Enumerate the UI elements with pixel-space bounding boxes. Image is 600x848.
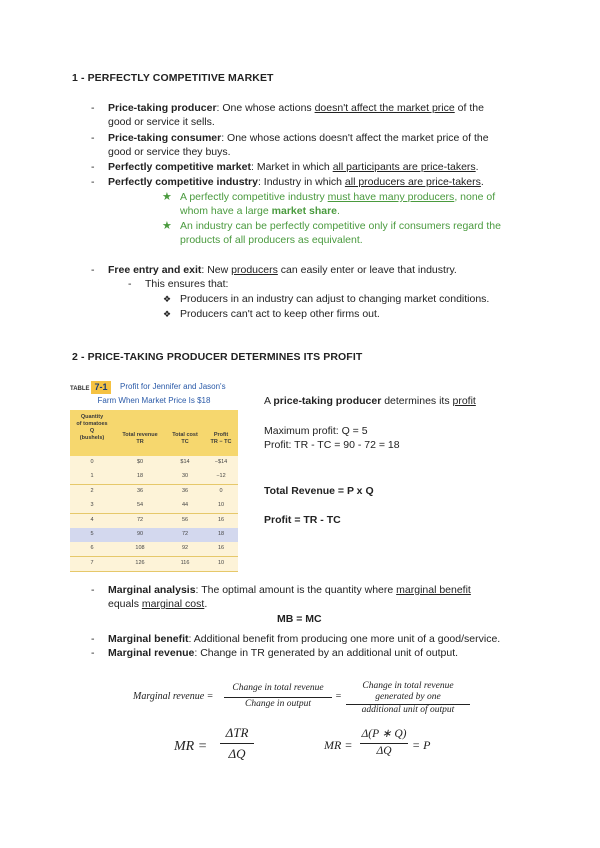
table-cell: 92 (181, 545, 189, 552)
definition-marginal-benefit: Marginal benefit: Additional benefit from producing one more unit of a good/service. (108, 633, 501, 645)
table-cell: −$14 (214, 459, 228, 465)
profit-calc: Profit: TR - TC = 90 - 72 = 18 (264, 439, 400, 451)
bullet-adjust: Producers in an industry can adjust to changing market conditions. (180, 293, 490, 305)
section2-heading: 2 - PRICE-TAKING PRODUCER DETERMINES ITS PROFIT (72, 351, 363, 363)
definition-free-entry-exit: Free entry and exit: New producers can easily enter or leave that industry. (108, 264, 457, 276)
table-cell: 18 (217, 531, 225, 537)
bullet-dash: - (91, 584, 95, 596)
table-cell: −12 (216, 473, 226, 480)
fraction-bar (220, 743, 254, 744)
eq3-rhs: = P (412, 738, 431, 752)
eq2-num: ΔTR (225, 725, 249, 740)
table-header-profit: Profit TR − TC (210, 432, 232, 445)
table-cell: 54 (136, 502, 144, 509)
table-grid (70, 410, 238, 571)
table-header-total-revenue: Total revenue TR (122, 432, 158, 445)
table-row (70, 456, 238, 471)
table-title-line1: Profit for Jennifer and Jason's (120, 382, 226, 391)
table-cell: 0 (90, 459, 94, 465)
table-title-line2: Farm When Market Price Is $18 (97, 396, 211, 405)
table-cell: 116 (180, 559, 190, 566)
table-cell: 2 (90, 487, 94, 494)
table-cell: 16 (217, 516, 225, 523)
table-row (70, 542, 238, 557)
table-row (70, 557, 238, 572)
table-number: 7-1 (91, 381, 111, 394)
eq1-equals: = (335, 691, 342, 702)
total-revenue-formula: Total Revenue = P x Q (264, 485, 374, 497)
bullet-dash: - (91, 647, 95, 659)
table-cell: 44 (181, 502, 189, 509)
eq2-lhs: MR = (174, 739, 208, 754)
eq3-num: Δ(P ∗ Q) (361, 728, 407, 740)
table-cell: 7 (90, 559, 94, 566)
eq1-fraction2-num: Change in total revenue generated by one (362, 681, 454, 702)
table-cell: 16 (217, 545, 225, 552)
fraction-bar (224, 697, 332, 698)
table-cell: 72 (136, 516, 144, 523)
definition-price-taking-consumer: Price-taking consumer: One whose actions doesn't affect the market price of the good or service they buys. (108, 132, 489, 158)
table-cell: 30 (181, 473, 189, 480)
bullet-dash: - (91, 176, 95, 188)
table-cell: 36 (181, 487, 189, 494)
table-cell: $0 (136, 459, 144, 465)
table-cell: 5 (90, 531, 94, 537)
bullet-dash: - (91, 633, 95, 645)
table-cell: 90 (136, 531, 144, 537)
table-cell: 3 (90, 502, 94, 509)
star-icon: ★ (162, 191, 172, 203)
table-cell: 4 (90, 516, 94, 523)
profit-table (70, 381, 238, 571)
diamond-bullet-icon: ❖ (163, 294, 172, 304)
table-cell: 56 (181, 516, 189, 523)
table-cell: 0 (219, 487, 223, 494)
bullet-keep-out: Producers can't act to keep other firms out. (180, 308, 380, 320)
diamond-bullet-icon: ❖ (163, 309, 172, 319)
intro-line: A price-taking producer determines its profit (264, 395, 476, 407)
eq1-fraction1-den: Change in output (245, 699, 311, 709)
bullet-dash: - (91, 132, 95, 144)
table-row (70, 528, 238, 543)
definition-perfectly-competitive-market: Perfectly competitive market: Market in which all participants are price-takers. (108, 161, 479, 173)
table-cell: $14 (180, 459, 190, 465)
definition-price-taking-producer: Price-taking producer: One whose actions doesn't affect the market price of the good or service it sells. (108, 102, 484, 128)
note-equivalent-products: An industry can be perfectly competitive only if consumers regard the products of all producers as equivalent. (180, 220, 501, 246)
bullet-dash: - (91, 102, 95, 114)
table-row (70, 485, 238, 500)
table-cell: 36 (136, 487, 144, 494)
eq3-lhs: MR = (324, 738, 353, 752)
eq3-den: ΔQ (376, 745, 392, 757)
note-many-producers: A perfectly competitive industry must have many producers, none of whom have a large market share. (180, 191, 496, 217)
max-profit: Maximum profit: Q = 5 (264, 425, 368, 437)
table-cell: 10 (217, 502, 225, 509)
section1-heading: 1 - PERFECTLY COMPETITIVE MARKET (72, 72, 274, 84)
star-icon: ★ (162, 220, 172, 232)
definition-perfectly-competitive-industry: Perfectly competitive industry: Industry in which all producers are price-takers. (108, 176, 484, 188)
eq1-fraction2-den: additional unit of output (361, 705, 455, 715)
table-header-total-cost: Total cost TC (172, 432, 198, 445)
profit-formula: Profit = TR - TC (264, 514, 341, 526)
table-cell: 108 (135, 545, 145, 552)
eq1-fraction1-num: Change in total revenue (232, 683, 324, 693)
table-cell: 72 (181, 531, 189, 537)
eq2-den: ΔQ (228, 746, 246, 761)
table-header-quantity: Quantity of tomatoes Q (bushels) (76, 414, 108, 441)
table-cell: 1 (90, 473, 94, 480)
definition-marginal-revenue: Marginal revenue: Change in TR generated by an additional unit of output. (108, 647, 459, 659)
bullet-dash: - (128, 278, 132, 290)
eq1-lhs: Marginal revenue = (133, 691, 214, 702)
bullet-dash: - (91, 264, 95, 276)
mb-equals-mc: MB = MC (277, 613, 322, 625)
table-row (70, 470, 238, 485)
table-cell: 18 (136, 473, 144, 480)
definition-marginal-analysis: Marginal analysis: The optimal amount is the quantity where marginal benefit equals marginal cost. (108, 584, 471, 610)
fraction-bar (360, 743, 408, 744)
table-row (70, 514, 238, 529)
table-cell: 126 (135, 559, 145, 566)
table-cell: 10 (217, 559, 225, 566)
ensures-label: This ensures that: (145, 278, 229, 290)
table-cell: 6 (90, 545, 94, 552)
table-row (70, 499, 238, 514)
table-label: TABLE (70, 386, 90, 392)
bullet-dash: - (91, 161, 95, 173)
